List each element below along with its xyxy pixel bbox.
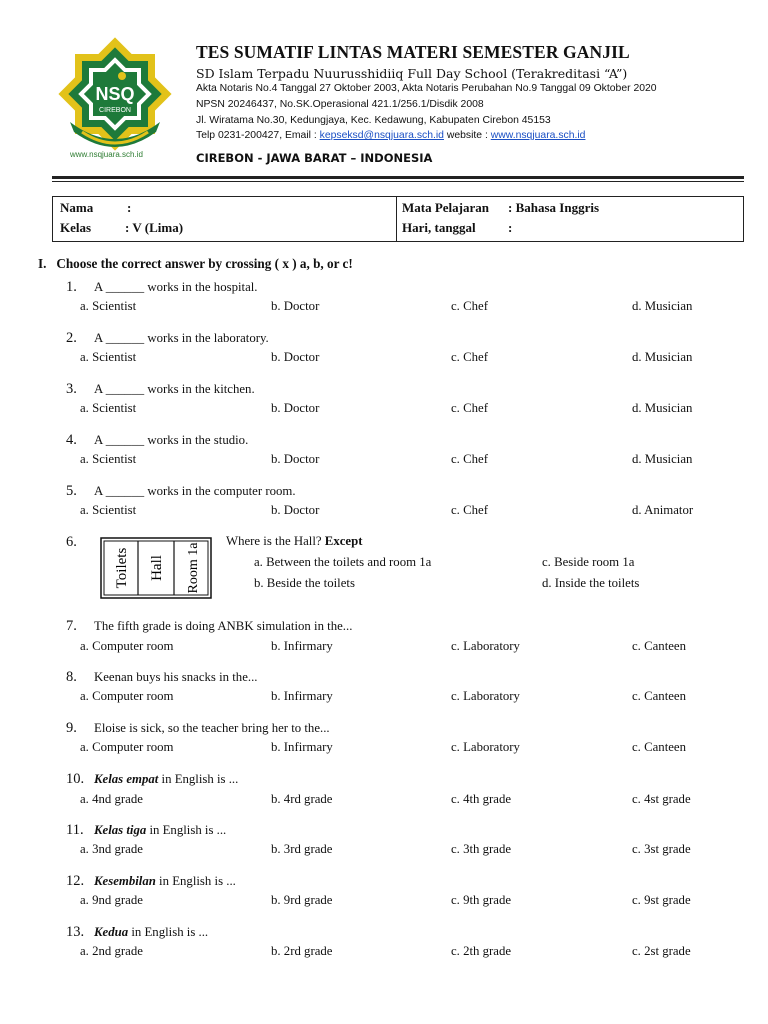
question-7: 7. The fifth grade is doing ANBK simulation in the... [66,618,353,634]
city-line: CIREBON - JAWA BARAT – INDONESIA [196,151,433,165]
question-2: 2. A ______ works in the laboratory. [66,330,269,346]
section-number: I. [38,256,47,271]
question-term: Kesembilan [94,874,156,888]
option-8d[interactable]: c. Canteen [632,689,687,703]
option-13b[interactable]: b. 2rd grade [271,944,333,958]
logo-url: www.nsqjuara.sch.id [70,150,143,159]
question-text: in English is ... [158,772,239,786]
option-4b[interactable]: b. Doctor [271,452,320,466]
option-2b[interactable]: b. Doctor [271,350,320,364]
identity-divider [396,197,397,241]
question-term: Kedua [94,925,129,939]
question-text: A ______ works in the kitchen. [94,382,255,396]
question-11: 11. Kelas tiga in English is ... [66,822,227,838]
option-11a[interactable]: a. 3nd grade [80,842,143,856]
option-12a[interactable]: a. 9nd grade [80,893,143,907]
subject-label: Mata Pelajaran [402,200,490,215]
class-label: Kelas [60,220,92,235]
email-link[interactable]: kepseksd@nsqjuara.sch.id [319,130,444,141]
question-1: 1. A ______ works in the hospital. [66,279,258,295]
option-7c[interactable]: c. Laboratory [451,639,520,653]
header-rule [52,176,744,179]
option-10d[interactable]: c. 4st grade [632,792,691,806]
contact-prefix: Telp 0231-200427, Email : [196,130,320,141]
question-term: Kelas tiga [94,823,147,837]
question-text: The fifth grade is doing ANBK simulation in the... [94,619,353,633]
option-13c[interactable]: c. 2th grade [451,944,512,958]
option-7b[interactable]: b. Infirmary [271,639,333,653]
question-6-emphasis: Except [324,534,363,548]
option-13d[interactable]: c. 2st grade [632,944,691,958]
option-2a[interactable]: a. Scientist [80,350,137,364]
website-link[interactable]: www.nsqjuara.sch.id [490,130,586,141]
header-rule-thin [52,181,744,182]
school-name: SD Islam Terpadu Nuurusshidiiq Full Day School (Terakreditasi “A”) [196,66,628,81]
option-7a[interactable]: a. Computer room [80,639,174,653]
option-12d[interactable]: c. 9st grade [632,893,691,907]
option-10c[interactable]: c. 4th grade [451,792,512,806]
option-12b[interactable]: b. 9rd grade [271,893,333,907]
option-5d[interactable]: d. Animator [632,503,694,517]
question-term: Kelas empat [94,772,159,786]
option-1d[interactable]: d. Musician [632,299,693,313]
option-4d[interactable]: d. Musician [632,452,693,466]
date-label: Hari, tanggal [402,220,476,235]
address-line: Jl. Wiratama No.30, Kedungjaya, Kec. Kedawung, Kabupaten Cirebon 45153 [196,115,551,126]
question-10: 10. Kelas empat in English is ... [66,771,239,787]
option-3c[interactable]: c. Chef [451,401,488,415]
logo-abbr: NSQ [95,84,135,104]
npsn-line: NPSN 20246437, No.SK.Operasional 421.1/256.1/Disdik 2008 [196,99,484,110]
question-text: A ______ works in the studio. [94,433,249,447]
option-6c[interactable]: c. Beside room 1a [542,555,635,569]
question-text: Keenan buys his snacks in the... [94,670,258,684]
school-logo [52,36,178,166]
room-hall-label: Hall [149,555,165,581]
option-3a[interactable]: a. Scientist [80,401,137,415]
option-11c[interactable]: c. 3th grade [451,842,512,856]
option-13a[interactable]: a. 2nd grade [80,944,143,958]
section-heading [38,256,353,272]
question-4: 4. A ______ works in the studio. [66,432,249,448]
question-text: in English is ... [155,874,236,888]
question-6-text: Where is the Hall? Except [226,534,363,548]
option-11d[interactable]: c. 3st grade [632,842,691,856]
option-1c[interactable]: c. Chef [451,299,488,313]
class-value: : V (Lima) [125,220,184,235]
question-text: A ______ works in the hospital. [94,280,258,294]
question-9: 9. Eloise is sick, so the teacher bring her to the... [66,720,330,736]
option-5c[interactable]: c. Chef [451,503,488,517]
option-5a[interactable]: a. Scientist [80,503,137,517]
option-12c[interactable]: c. 9th grade [451,893,512,907]
option-9d[interactable]: c. Canteen [632,740,687,754]
option-10b[interactable]: b. 4rd grade [271,792,333,806]
question-8: 8. Keenan buys his snacks in the... [66,669,258,685]
option-3b[interactable]: b. Doctor [271,401,320,415]
logo-city: CIREBON [99,107,131,114]
option-4a[interactable]: a. Scientist [80,452,137,466]
option-8b[interactable]: b. Infirmary [271,689,333,703]
subject-value: : Bahasa Inggris [508,200,600,215]
question-text: in English is ... [146,823,227,837]
question-text: A ______ works in the laboratory. [94,331,269,345]
option-8a[interactable]: a. Computer room [80,689,174,703]
option-5b[interactable]: b. Doctor [271,503,320,517]
option-9c[interactable]: c. Laboratory [451,740,520,754]
date-value[interactable]: : [508,220,513,235]
option-2d[interactable]: d. Musician [632,350,693,364]
option-3d[interactable]: d. Musician [632,401,693,415]
option-4c[interactable]: c. Chef [451,452,488,466]
document-title: TES SUMATIF LINTAS MATERI SEMESTER GANJIL [196,42,630,62]
option-8c[interactable]: c. Laboratory [451,689,520,703]
option-9b[interactable]: b. Infirmary [271,740,333,754]
floor-plan-diagram [100,537,212,599]
option-11b[interactable]: b. 3rd grade [271,842,333,856]
question-6-number: 6. [66,534,77,550]
contact-line [196,130,585,141]
section-instruction: Choose the correct answer by crossing ( x ) a, b, or c! [56,256,353,271]
option-6a[interactable]: a. Between the toilets and room 1a [254,555,432,569]
question-3: 3. A ______ works in the kitchen. [66,381,255,397]
website-prefix: website : [443,130,491,141]
option-6b[interactable]: b. Beside the toilets [254,576,355,590]
option-2c[interactable]: c. Chef [451,350,488,364]
student-identity-box [52,196,744,242]
question-text: Eloise is sick, so the teacher bring her to the... [94,721,330,735]
name-label: Nama [60,200,94,215]
option-10a[interactable]: a. 4nd grade [80,792,143,806]
question-12: 12. Kesembilan in English is ... [66,873,236,889]
room-toilets-label: Toilets [114,547,130,589]
question-5: 5. A ______ works in the computer room. [66,483,296,499]
question-text: in English is ... [128,925,209,939]
name-value[interactable]: : [127,200,132,215]
option-9a[interactable]: a. Computer room [80,740,174,754]
room-1a-label: Room 1a [186,542,201,594]
question-13: 13. Kedua in English is ... [66,924,209,940]
question-text: A ______ works in the computer room. [94,484,296,498]
option-7d[interactable]: c. Canteen [632,639,687,653]
akta-line: Akta Notaris No.4 Tanggal 27 Oktober 2003, Akta Notaris Perubahan No.9 Tanggal 09 Oktober 2020 [196,83,657,94]
option-6d[interactable]: d. Inside the toilets [542,576,640,590]
option-1a[interactable]: a. Scientist [80,299,137,313]
option-1b[interactable]: b. Doctor [271,299,320,313]
